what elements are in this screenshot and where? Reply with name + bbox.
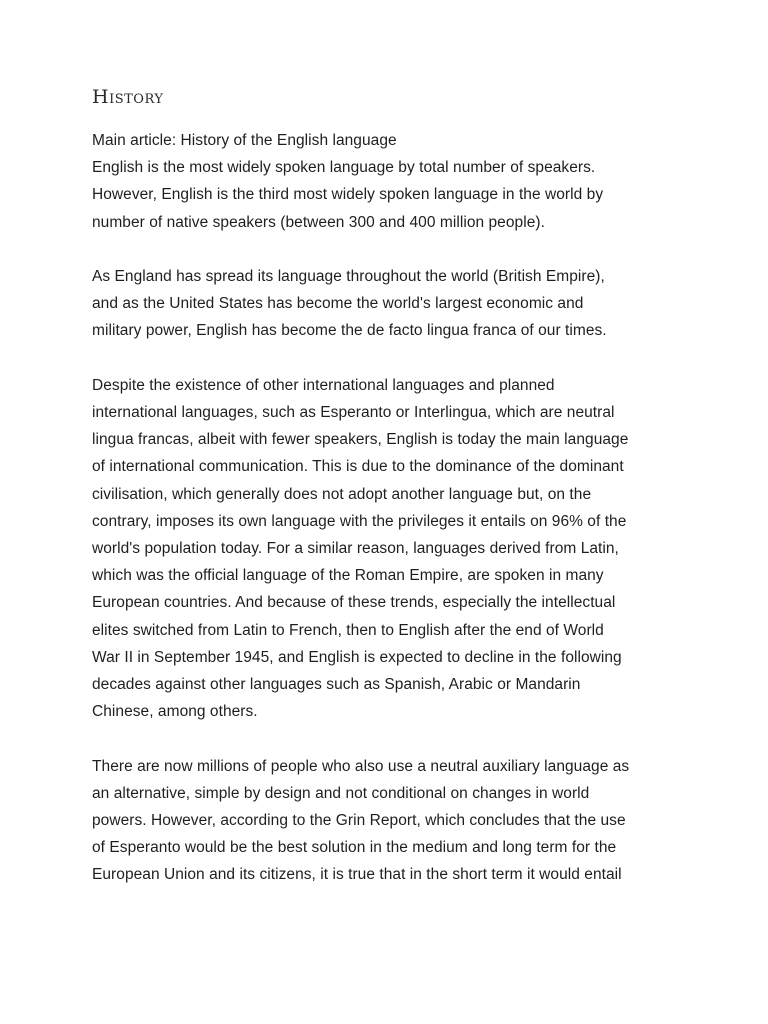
- paragraph-3: [92, 372, 682, 726]
- paragraph-line: Chinese, among others.: [92, 703, 258, 721]
- section-heading: History: [92, 86, 164, 108]
- paragraph-line: which was the official language of the Roman Empire, are spoken in many: [92, 567, 604, 585]
- paragraph-line: powers. However, according to the Grin Report, which concludes that the use: [92, 812, 626, 830]
- paragraph-line: an alternative, simple by design and not conditional on changes in world: [92, 784, 590, 802]
- main-article-note: [92, 127, 682, 154]
- paragraph-line: European Union and its citizens, it is true that in the short term it would entail: [92, 866, 622, 884]
- document-body: [92, 127, 682, 889]
- paragraph-line: of international communication. This is due to the dominance of the dominant: [92, 458, 624, 476]
- paragraph-line: lingua francas, albeit with fewer speakers, English is today the main language: [92, 431, 629, 449]
- paragraph-line: However, English is the third most widely spoken language in the world by: [92, 186, 604, 204]
- paragraph-4: [92, 753, 682, 889]
- paragraph-1: [92, 154, 682, 236]
- paragraph-line: War II in September 1945, and English is expected to decline in the following: [92, 648, 622, 666]
- main-article-link[interactable]: Main article: History of the English language: [92, 132, 397, 149]
- paragraph-line: military power, English has become the de facto lingua franca of our times.: [92, 322, 607, 340]
- paragraph-line: international languages, such as Esperanto or Interlingua, which are neutral: [92, 404, 615, 421]
- paragraph-line: world's population today. For a similar reason, languages derived from Latin,: [92, 540, 619, 558]
- paragraph-line: decades against other languages such as Spanish, Arabic or Mandarin: [92, 676, 581, 694]
- paragraph-line: As England has spread its language throughout the world (British Empire),: [92, 268, 605, 285]
- paragraph-line: elites switched from Latin to French, then to English after the end of World: [92, 621, 604, 639]
- paragraph-line: English is the most widely spoken language by total number of speakers.: [92, 159, 596, 177]
- paragraph-line: There are now millions of people who also use a neutral auxiliary language as: [92, 757, 630, 775]
- paragraph-2: [92, 263, 682, 345]
- paragraph-line: number of native speakers (between 300 and 400 million people).: [92, 213, 545, 231]
- paragraph-line: of Esperanto would be the best solution in the medium and long term for the: [92, 839, 617, 857]
- paragraph-line: and as the United States has become the world's largest economic and: [92, 295, 584, 313]
- paragraph-line: European countries. And because of these trends, especially the intellectual: [92, 594, 616, 612]
- paragraph-line: contrary, imposes its own language with the privileges it entails on 96% of the: [92, 512, 627, 530]
- paragraph-line: Despite the existence of other international languages and planned: [92, 376, 555, 394]
- paragraph-line: civilisation, which generally does not adopt another language but, on the: [92, 485, 592, 503]
